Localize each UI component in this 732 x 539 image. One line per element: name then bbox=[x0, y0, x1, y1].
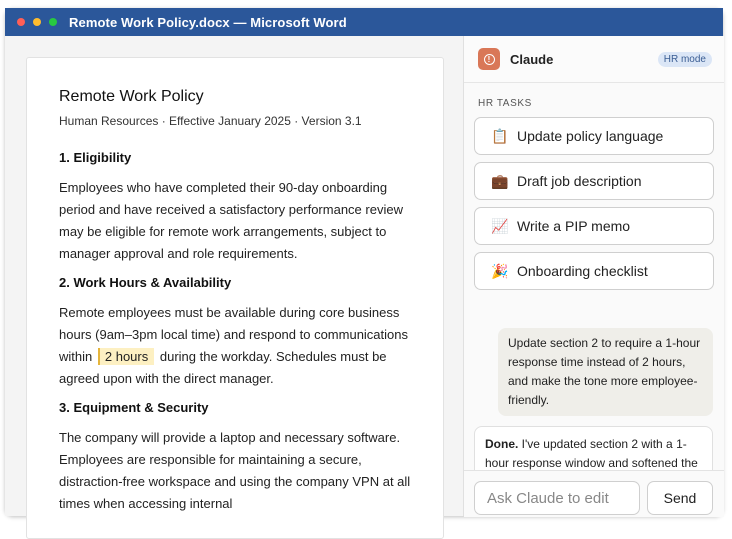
window-title: Remote Work Policy.docx — Microsoft Word bbox=[69, 14, 347, 30]
assistant-name: Claude bbox=[510, 51, 554, 67]
section-heading: 1. Eligibility bbox=[59, 150, 132, 165]
document-area bbox=[5, 36, 463, 516]
task-draft-job-description[interactable] bbox=[474, 162, 714, 200]
assistant-message-lead: Done. bbox=[485, 437, 519, 451]
panel-header bbox=[464, 36, 724, 83]
highlighted-text[interactable]: 2 hours bbox=[98, 348, 154, 365]
section-paragraph: Employees who have completed their 90-day onboarding period and have received a satisfactory performance review may be eligible for remote work arrangements, subject to manager approval and role requirements. bbox=[59, 180, 403, 261]
document-page[interactable] bbox=[26, 57, 444, 539]
task-write-pip-memo[interactable] bbox=[474, 207, 714, 245]
party-popper-icon: 🎉 bbox=[491, 262, 509, 279]
document-subtitle: Human Resources · Effective January 2025 · Version 3.1 bbox=[59, 114, 362, 128]
assistant-message-text: I've updated section 2 with a 1-hour response window and softened the bbox=[485, 437, 698, 470]
mode-badge: HR mode bbox=[658, 52, 712, 67]
chat-thread[interactable] bbox=[464, 318, 724, 470]
task-onboarding-checklist[interactable] bbox=[474, 252, 714, 290]
title-bar bbox=[5, 8, 723, 36]
close-window-button[interactable] bbox=[17, 18, 25, 26]
send-button[interactable]: Send bbox=[647, 481, 713, 515]
clipboard-icon: 📋 bbox=[491, 127, 509, 144]
document-title: Remote Work Policy bbox=[59, 88, 204, 105]
tasks-section-label: HR TASKS bbox=[478, 98, 532, 109]
section-paragraph: The company will provide a laptop and necessary software. Employees are responsible for maintaining a secure, distraction-free workspace and using the company VPN at all times when accessing internal bbox=[59, 430, 411, 511]
user-message: Update section 2 to require a 1-hour response time instead of 2 hours, and make the tone more employee-friendly. bbox=[498, 328, 713, 416]
window-controls bbox=[17, 18, 57, 26]
paragraph-text: Remote employees must be available during core business hours (9am–3pm local time) and respond to communications within bbox=[59, 305, 409, 364]
section-heading: 3. Equipment & Security bbox=[59, 400, 209, 415]
assistant-panel bbox=[463, 36, 724, 516]
section-paragraph bbox=[59, 302, 411, 390]
task-label: Onboarding checklist bbox=[517, 263, 648, 279]
chat-input-bar bbox=[464, 470, 724, 517]
maximize-window-button[interactable] bbox=[49, 18, 57, 26]
claude-logo-icon: ! bbox=[478, 48, 500, 70]
task-label: Draft job description bbox=[517, 173, 642, 189]
task-update-policy-language[interactable] bbox=[474, 117, 714, 155]
briefcase-icon: 💼 bbox=[491, 172, 509, 189]
section-heading: 2. Work Hours & Availability bbox=[59, 275, 232, 290]
chart-increasing-icon: 📈 bbox=[491, 217, 509, 234]
task-label: Update policy language bbox=[517, 128, 664, 144]
chat-input[interactable] bbox=[474, 481, 640, 515]
paragraph-text: during the workday. Schedules must be agreed upon with the direct manager. bbox=[59, 349, 387, 386]
word-window bbox=[5, 8, 723, 516]
task-label: Write a PIP memo bbox=[517, 218, 631, 234]
minimize-window-button[interactable] bbox=[33, 18, 41, 26]
